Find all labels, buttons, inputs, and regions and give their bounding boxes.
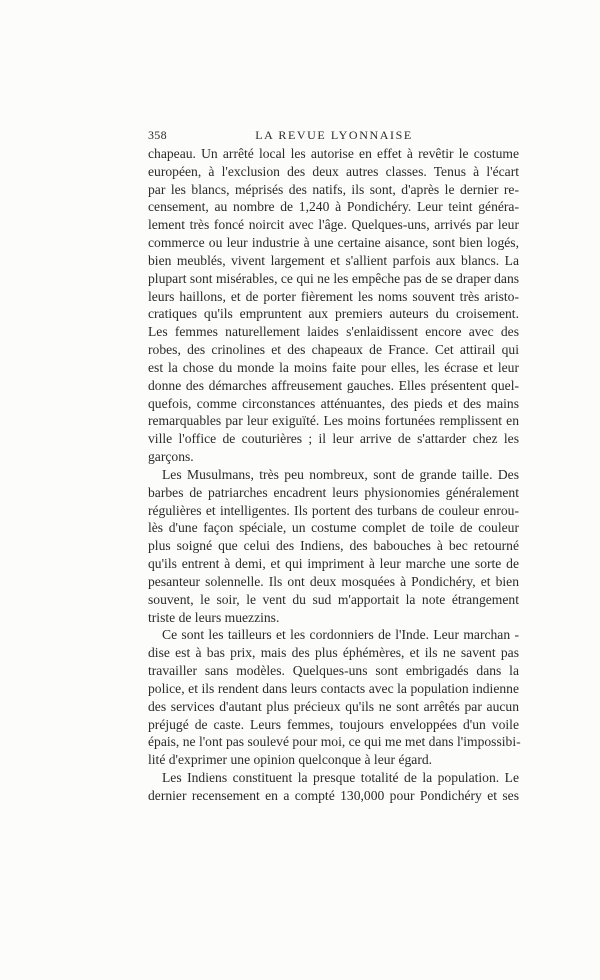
text-line: par les blancs, méprisés des natifs, ils sont, d'après le dernier re- — [148, 181, 519, 197]
text-line: donne des démarches affreusement gauches. Elles présentent quel- — [148, 377, 519, 393]
text-line: ville l'office de couturières ; il leur arrive de s'attarder chez les — [148, 431, 519, 447]
text-line: police, et ils rendent dans leurs contacts avec la population indienne — [148, 680, 519, 696]
text-line: robes, des crinolines et des chapeaux de France. Cet attirail qui — [148, 342, 519, 358]
text-line: dernier recensement en a compté 130,000 pour Pondichéry et ses — [148, 787, 519, 803]
text-line: est la chose du monde la moins faite pour elles, les écrase et leur — [148, 359, 519, 375]
text-line: plupart sont misérables, ce qui ne les empêche pas de se draper dans — [148, 270, 520, 286]
text-line: lement très foncé noircit avec l'âge. Quelques-uns, arrivés par leur — [148, 217, 519, 233]
text-line: Ce sont les tailleurs et les cordonniers de l'Inde. Leur marchan - — [162, 627, 519, 643]
text-line: souvent, le soir, le vent du sud m'apportait la note étrangement — [148, 591, 519, 607]
text-line: pesanteur solennelle. Ils ont deux mosquées à Pondichéry, et bien — [148, 573, 519, 589]
text-line: chapeau. Un arrêté local les autorise en effet à revêtir le costume — [148, 146, 519, 161]
text-line: dise est à bas prix, mais des plus éphémères, et ils ne savent pas — [148, 645, 519, 661]
text-line: lès d'une façon spéciale, un costume complet de toile de couleur — [148, 520, 519, 536]
text-line: préjugé de caste. Leurs femmes, toujours enveloppées d'un voile — [148, 716, 519, 732]
body-text — [148, 145, 519, 805]
text-line: Les Indiens constituent la presque totalité de la population. Le — [162, 769, 519, 785]
text-line: travailler sans modèles. Quelques-uns sont embrigadés dans la — [148, 663, 519, 679]
text-line: Les Musulmans, très peu nombreux, sont de grande taille. Des — [162, 466, 519, 482]
page-number: 358 — [148, 128, 167, 142]
text-line: régulières et intelligentes. Ils portent des turbans de couleur enrou- — [148, 502, 519, 518]
text-line: leurs haillons, et de porter fièrement les noms souvent très aristo- — [148, 288, 519, 304]
text-line: qu'ils entrent à demi, et qui impriment à leur marche une sorte de — [148, 556, 519, 572]
text-line: barbes de patriarches encadrent leurs physionomies généralement — [148, 484, 519, 500]
text-line: commerce ou leur industrie à une certaine aisance, sont bien logés, — [148, 235, 519, 251]
text-line: triste de leurs muezzins. — [148, 609, 280, 625]
running-title: LA REVUE LYONNAISE — [255, 128, 413, 142]
text-line: censement, au nombre de 1,240 à Pondichéry. Leur teint généra- — [148, 199, 519, 215]
text-line: garçons. — [148, 449, 194, 465]
text-line: Les femmes naturellement laides s'enlaidissent encore avec des — [148, 324, 519, 340]
text-line: des services d'autant plus précieux qu'ils ne sont arrêtés par aucun — [148, 698, 519, 714]
text-line: européen, à l'exclusion des deux autres classes. Tenus à l'écart — [148, 163, 519, 179]
text-line: bien meublés, vivent largement et s'allient parfois aux blancs. La — [148, 252, 519, 268]
text-line: plus soigné que celui des Indiens, des babouches à bec retourné — [148, 538, 519, 554]
text-line: cratiques qu'ils empruntent aux premiers auteurs du croisement. — [148, 306, 519, 322]
text-line: quefois, comme circonstances atténuantes, des pieds et des mains — [148, 395, 519, 411]
text-line: épais, ne l'ont pas soulevé pour moi, ce qui me met dans l'impossibi- — [148, 734, 521, 750]
text-line: remarquables par leur exiguïté. Les moins fortunées remplissent en — [148, 413, 519, 429]
text-line: lité d'exprimer une opinion quelconque à leur égard. — [148, 752, 433, 768]
